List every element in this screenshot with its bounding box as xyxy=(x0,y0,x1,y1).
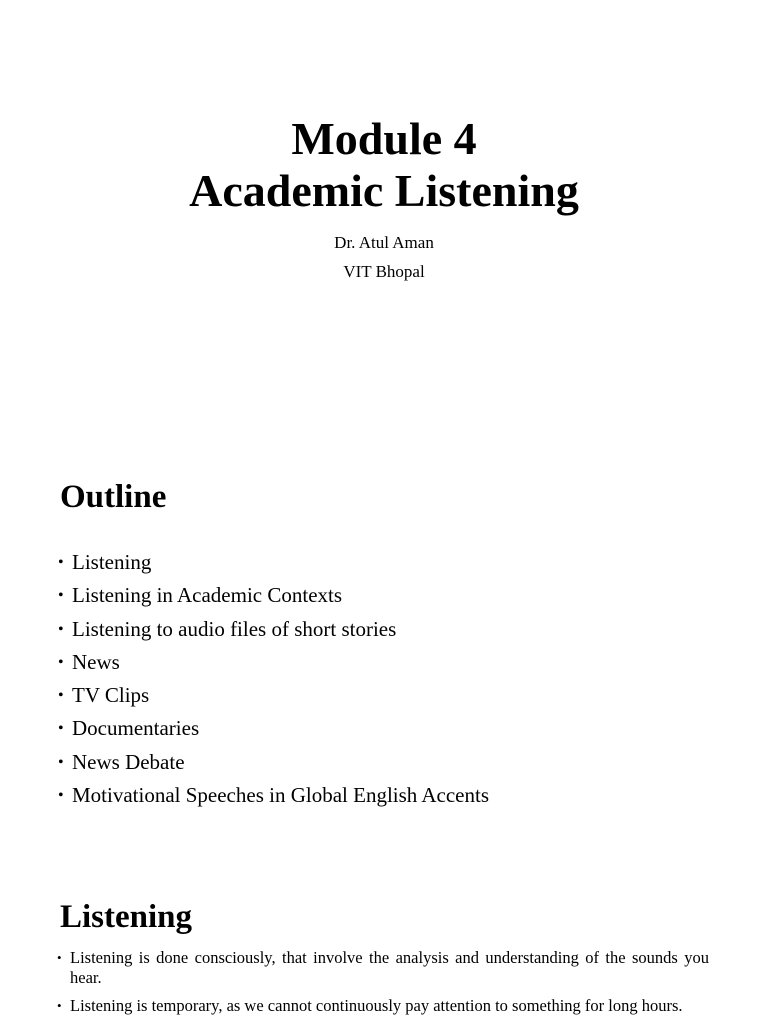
slide-title-block xyxy=(0,113,768,217)
bullet-icon: • xyxy=(58,787,64,805)
outline-item xyxy=(58,546,489,579)
outline-item-text: Listening xyxy=(72,550,152,574)
outline-item xyxy=(58,613,489,646)
outline-list xyxy=(58,546,489,812)
bullet-icon: • xyxy=(58,587,64,605)
outline-item-text: News xyxy=(72,649,120,674)
bullet-icon: • xyxy=(58,620,64,638)
module-title: Module 4 xyxy=(291,113,477,164)
bullet-icon: • xyxy=(58,653,64,671)
outline-item xyxy=(58,712,489,745)
institution-name: VIT Bhopal xyxy=(343,262,425,281)
outline-slide xyxy=(0,432,768,864)
listening-point-text: Listening is done consciously, that involve the analysis and understanding of the sounds you hear. xyxy=(70,948,709,987)
outline-item-text: Motivational Speeches in Global English Accents xyxy=(72,783,490,808)
listening-point-text: Listening is temporary, as we cannot continuously pay attention to something for long hours. xyxy=(70,996,683,1015)
listening-point xyxy=(57,996,709,1016)
bullet-icon: • xyxy=(58,753,64,771)
listening-point xyxy=(57,948,709,988)
outline-heading: Outline xyxy=(60,479,167,515)
outline-item xyxy=(58,679,489,712)
bullet-icon: • xyxy=(58,720,64,738)
outline-item-text: Listening in Academic Contexts xyxy=(72,583,343,608)
title-slide xyxy=(0,0,768,432)
module-subject-title: Academic Listening xyxy=(189,165,579,216)
listening-heading: Listening xyxy=(60,899,193,935)
outline-item-text: Listening to audio files of short stories xyxy=(72,616,397,641)
outline-item xyxy=(58,579,489,612)
bullet-icon: • xyxy=(57,998,62,1013)
outline-item-text: TV Clips xyxy=(72,683,150,708)
outline-item xyxy=(58,646,489,679)
author-name: Dr. Atul Aman xyxy=(334,233,434,252)
outline-item xyxy=(58,779,489,812)
outline-item xyxy=(58,746,489,779)
slide-subtitle-block xyxy=(0,228,768,286)
listening-slide xyxy=(0,864,768,1024)
outline-item-text: News Debate xyxy=(72,749,185,774)
outline-item-text: Documentaries xyxy=(72,716,200,741)
bullet-icon: • xyxy=(57,950,62,965)
bullet-icon: • xyxy=(58,687,64,705)
bullet-icon: • xyxy=(58,554,64,571)
listening-points-list xyxy=(57,948,709,1024)
